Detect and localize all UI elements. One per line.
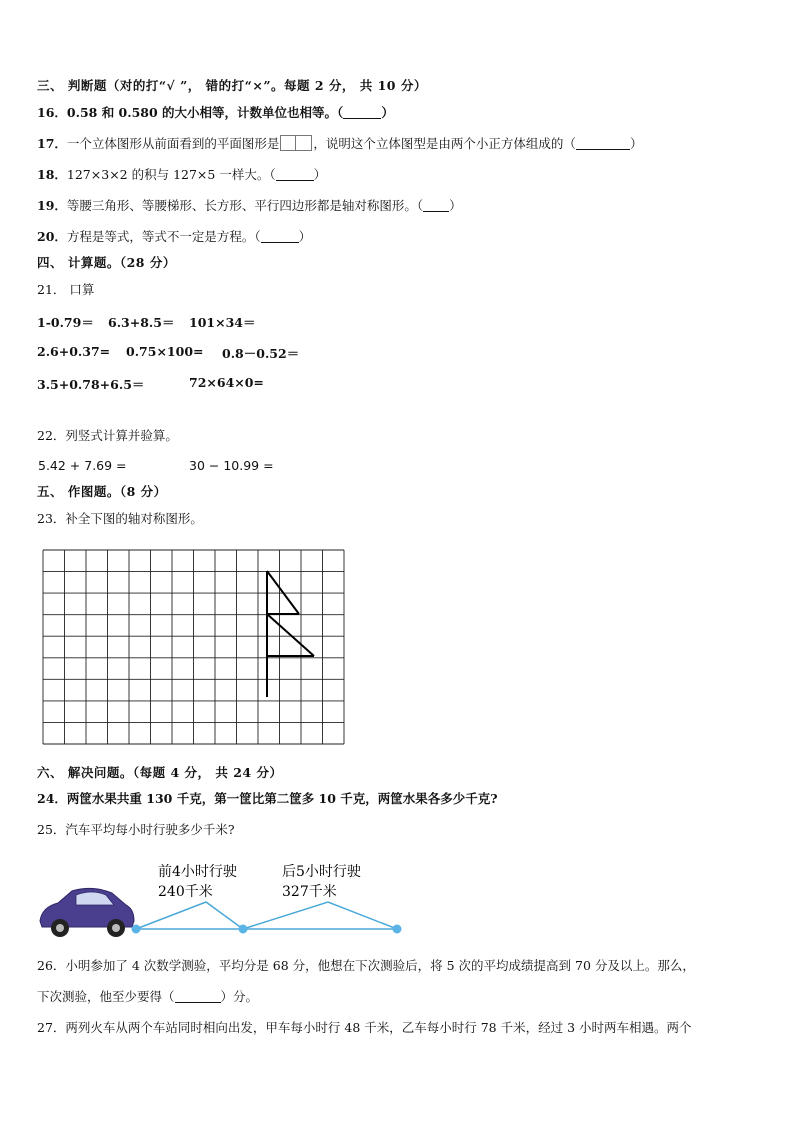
calc-item: 3.5+0.78+6.5＝ xyxy=(37,377,145,392)
answer-blank[interactable] xyxy=(423,199,449,212)
figure-edge xyxy=(267,571,299,614)
segment-1-distance: 240千米 xyxy=(158,884,213,900)
answer-blank[interactable] xyxy=(343,106,381,119)
answer-blank[interactable] xyxy=(576,137,630,150)
calc-item: 0.75×100= xyxy=(126,344,204,359)
symmetry-grid[interactable] xyxy=(42,549,345,745)
brace-second xyxy=(243,902,397,929)
section-6-title: 六、 解决问题。（每题 4 分， 共 24 分） xyxy=(37,765,283,780)
vertical-calc-item: 30 − 10.99 = xyxy=(189,458,274,473)
two-squares-figure xyxy=(280,135,312,151)
segment-1-label: 前4小时行驶 xyxy=(158,864,237,880)
question-23-label: 23．补全下图的轴对称图形。 xyxy=(37,511,203,526)
question-22-label: 22．列竖式计算并验算。 xyxy=(37,428,178,443)
calc-item: 0.8－0.52＝ xyxy=(222,346,300,361)
question-25: 25．汽车平均每小时行驶多少千米? xyxy=(37,822,235,837)
question-24: 24．两筐水果共重 130 千克，第一筐比第二筐多 10 千克，两筐水果各多少千克? xyxy=(37,791,498,806)
question-21-label: 21． 口算 xyxy=(37,282,95,297)
question-26-line-2: 下次测验，他至少要得（ ）分。 xyxy=(37,989,259,1004)
question-20: 20．方程是等式，等式不一定是方程。（ ） xyxy=(37,229,312,244)
route-point xyxy=(239,925,248,934)
question-26-line-1: 26．小明参加了 4 次数学测验，平均分是 68 分，他想在下次测验后，将 5 次的平均成绩提高到 70 分及以上。那么， xyxy=(37,958,695,973)
answer-blank[interactable] xyxy=(276,168,314,181)
question-17: 17．一个立体图形从前面看到的平面图形是 ，说明这个立体图型是由两个小正方体组成的（ ） xyxy=(37,136,643,151)
question-19: 19．等腰三角形、等腰梯形、长方形、平行四边形都是轴对称图形。（ ） xyxy=(37,198,462,213)
calc-item: 101×34＝ xyxy=(189,315,256,330)
answer-blank[interactable] xyxy=(261,230,299,243)
brace-first xyxy=(136,902,243,929)
question-27: 27．两列火车从两个车站同时相向出发，甲车每小时行 48 千米，乙车每小时行 78 千米，经过 3 小时两车相遇。两个 xyxy=(37,1020,692,1035)
calc-item: 2.6+0.37= xyxy=(37,344,111,359)
calc-item: 1-0.79＝ xyxy=(37,315,94,330)
journey-diagram xyxy=(36,855,406,945)
route-point xyxy=(132,925,141,934)
figure-edge xyxy=(267,614,314,656)
car-icon xyxy=(40,888,134,937)
section-5-title: 五、 作图题。（8 分） xyxy=(37,484,167,499)
section-4-title: 四、 计算题。（28 分） xyxy=(37,255,176,270)
grid-lines xyxy=(43,550,344,744)
segment-2-label: 后5小时行驶 xyxy=(282,864,361,880)
question-18: 18．127×3×2 的积与 127×5 一样大。（ ） xyxy=(37,167,327,182)
half-figure xyxy=(267,571,314,697)
question-16: 16．0.58 和 0.580 的大小相等，计数单位也相等。（ ） xyxy=(37,105,394,120)
vertical-calc-item: 5.42 + 7.69 = xyxy=(38,458,127,473)
calc-item: 72×64×0= xyxy=(189,375,264,390)
route-point xyxy=(393,925,402,934)
answer-blank[interactable] xyxy=(175,990,221,1003)
section-3-title: 三、 判断题（对的打“√ ”， 错的打“×”。每题 2 分， 共 10 分） xyxy=(37,78,427,93)
calc-item: 6.3+8.5＝ xyxy=(108,315,175,330)
segment-2-distance: 327千米 xyxy=(282,884,337,900)
